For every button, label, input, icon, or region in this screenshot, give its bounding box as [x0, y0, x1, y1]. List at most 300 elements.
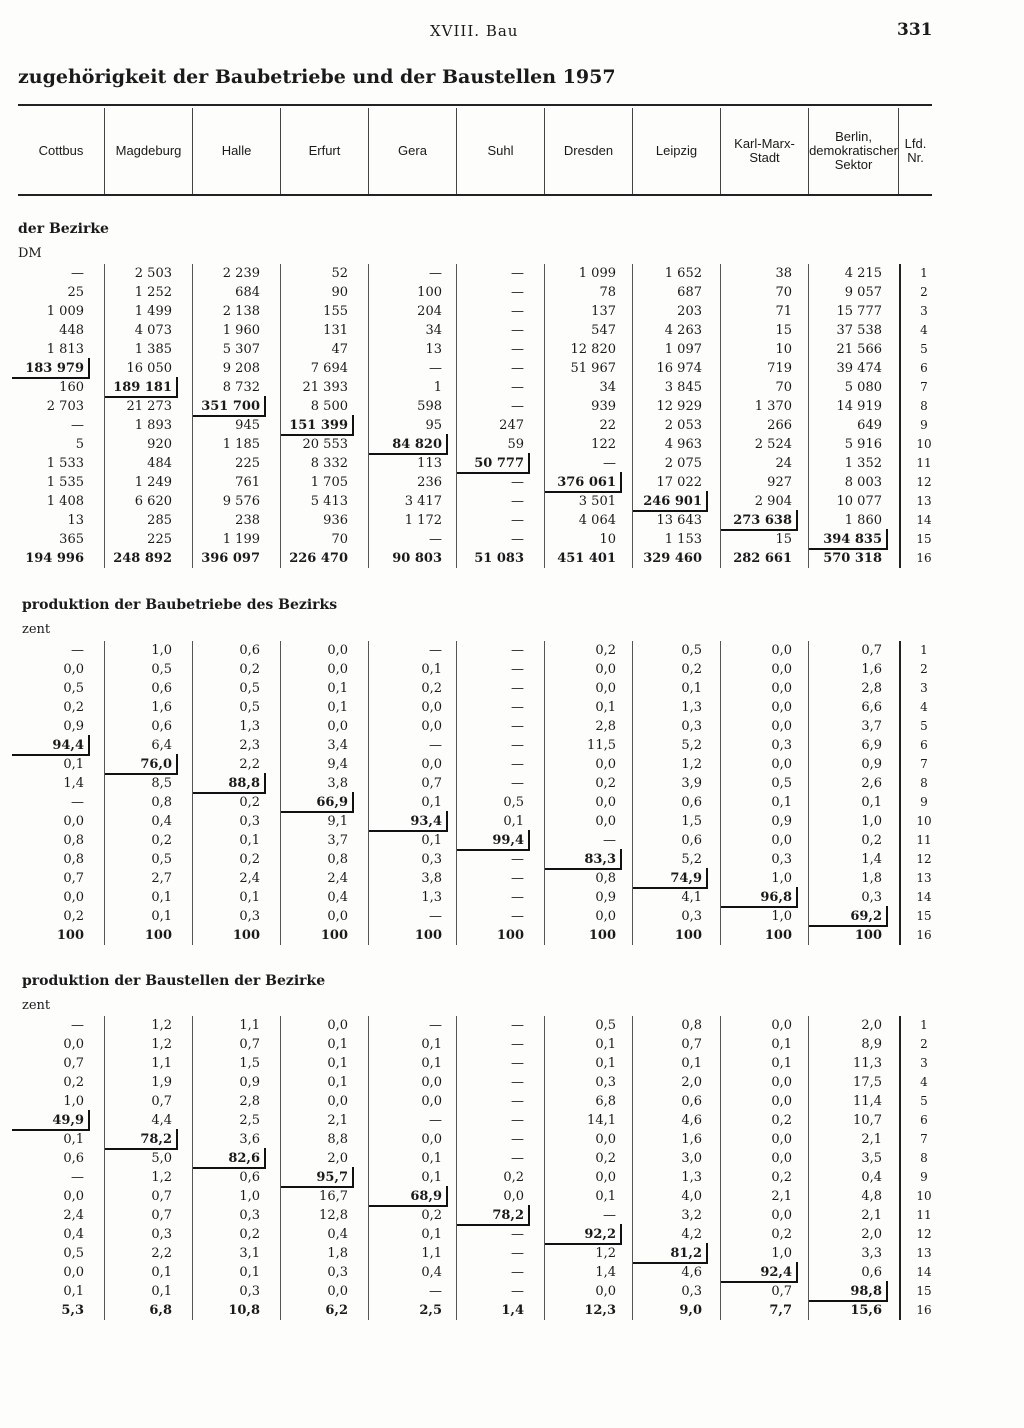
row-number: 4: [920, 1075, 928, 1089]
cell-halle: 238: [235, 513, 260, 528]
cell-halle: 0,2: [239, 795, 260, 810]
cell-gera: 204: [417, 304, 442, 319]
cell-erfurt: 0,1: [327, 1075, 348, 1090]
row-number: 3: [920, 304, 928, 318]
cell-suhl: —: [511, 700, 524, 715]
cell-magdeburg: 484: [147, 456, 172, 471]
cell-cottbus: 0,1: [63, 757, 84, 772]
table-row: [0, 907, 1024, 926]
cell-suhl: —: [511, 1075, 524, 1090]
cell-leipzig: 3,0: [681, 1151, 702, 1166]
cell-dresden: 83,3: [550, 850, 620, 869]
table-row: [0, 1073, 1024, 1092]
column-divider: [368, 264, 369, 568]
cell-karl-marx-stadt: 70: [775, 380, 792, 395]
cell-magdeburg: 0,6: [151, 719, 172, 734]
row-number: 15: [916, 1284, 932, 1298]
cell-karl-marx-stadt: 0,0: [771, 1094, 792, 1109]
cell-cottbus: 1,0: [63, 1094, 84, 1109]
cell-berlin: 0,3: [861, 890, 882, 905]
cell-leipzig: 16 974: [656, 361, 702, 376]
cell-halle: 1 185: [222, 437, 260, 452]
cell-dresden: 78: [599, 285, 616, 300]
table-row: [0, 660, 1024, 679]
cell-gera: 100: [414, 928, 442, 943]
cell-magdeburg: 0,7: [151, 1189, 172, 1204]
cell-cottbus: 0,2: [63, 1075, 84, 1090]
cell-suhl: 1,4: [501, 1303, 524, 1318]
row-number: 15: [916, 532, 932, 546]
row-number: 10: [916, 814, 932, 828]
row-number: 16: [916, 928, 932, 942]
cell-berlin: 0,9: [861, 757, 882, 772]
cell-cottbus: 0,0: [63, 1189, 84, 1204]
cell-berlin: 0,2: [861, 833, 882, 848]
cell-gera: 0,1: [421, 1227, 442, 1242]
cell-gera: 1,3: [421, 890, 442, 905]
cell-halle: 0,6: [239, 1170, 260, 1185]
column-divider: [456, 264, 457, 568]
cell-leipzig: 1 153: [664, 532, 702, 547]
cell-halle: 5 307: [222, 342, 260, 357]
cell-gera: 13: [425, 342, 442, 357]
column-divider: [544, 264, 545, 568]
cell-karl-marx-stadt: 0,2: [771, 1170, 792, 1185]
cell-leipzig: 4,1: [681, 890, 702, 905]
cell-gera: 1,1: [421, 1246, 442, 1261]
cell-erfurt: 0,1: [327, 681, 348, 696]
row-number: 12: [916, 852, 932, 866]
cell-karl-marx-stadt: 0,0: [771, 1132, 792, 1147]
column-divider: [808, 1016, 809, 1320]
cell-magdeburg: 0,8: [151, 795, 172, 810]
cell-magdeburg: 0,1: [151, 1284, 172, 1299]
cell-halle: 8 732: [222, 380, 260, 395]
col-header-magdeburg: Magdeburg: [104, 108, 192, 194]
cell-halle: 1,0: [239, 1189, 260, 1204]
row-number: 6: [920, 738, 928, 752]
cell-erfurt: 2,4: [327, 871, 348, 886]
cell-dresden: 451 401: [557, 551, 616, 566]
cell-berlin: 0,1: [861, 795, 882, 810]
column-divider: [192, 1016, 193, 1320]
cell-dresden: 376 061: [550, 473, 620, 492]
cell-magdeburg: 2 503: [134, 266, 172, 281]
cell-berlin: 39 474: [836, 361, 882, 376]
table-row: [0, 511, 1024, 530]
cell-gera: 0,0: [421, 1094, 442, 1109]
cell-gera: 0,7: [421, 776, 442, 791]
cell-cottbus: 1 535: [46, 475, 84, 490]
cell-erfurt: 0,1: [327, 700, 348, 715]
col-header-lfd-nr: Lfd. Nr.: [898, 108, 932, 194]
cell-berlin: 0,6: [861, 1265, 882, 1280]
section-title-baubetriebe: produktion der Baubetriebe des Bezirks: [22, 597, 338, 613]
cell-erfurt: 6,2: [325, 1303, 348, 1318]
cell-dresden: 0,0: [595, 795, 616, 810]
cell-erfurt: 2,0: [327, 1151, 348, 1166]
cell-suhl: —: [511, 1265, 524, 1280]
cell-berlin: 2,0: [861, 1227, 882, 1242]
row-number: 9: [920, 1170, 928, 1184]
column-divider: [280, 1016, 281, 1320]
cell-leipzig: 0,7: [681, 1037, 702, 1052]
cell-cottbus: 2,4: [63, 1208, 84, 1223]
cell-cottbus: 94,4: [18, 736, 88, 755]
cell-suhl: —: [511, 643, 524, 658]
cell-berlin: 11,4: [853, 1094, 882, 1109]
cell-dresden: 14,1: [587, 1113, 616, 1128]
cell-gera: —: [429, 1018, 442, 1033]
column-divider: [456, 1016, 457, 1320]
column-divider: [632, 264, 633, 568]
cell-erfurt: 16,7: [319, 1189, 348, 1204]
cell-gera: 0,0: [421, 1075, 442, 1090]
cell-karl-marx-stadt: 0,1: [771, 1056, 792, 1071]
cell-erfurt: 0,0: [327, 662, 348, 677]
cell-leipzig: 4 963: [664, 437, 702, 452]
cell-halle: 9 208: [222, 361, 260, 376]
cell-berlin: 10 077: [836, 494, 882, 509]
cell-karl-marx-stadt: 0,3: [771, 852, 792, 867]
cell-erfurt: 0,0: [327, 909, 348, 924]
cell-halle: 396 097: [201, 551, 260, 566]
cell-gera: —: [429, 532, 442, 547]
cell-gera: —: [429, 1113, 442, 1128]
row-number: 9: [920, 795, 928, 809]
total-row: [0, 549, 1024, 568]
cell-halle: 2,3: [239, 738, 260, 753]
cell-cottbus: 0,6: [63, 1151, 84, 1166]
cell-leipzig: 0,2: [681, 662, 702, 677]
page-header: [0, 20, 1024, 44]
cell-leipzig: 0,3: [681, 1284, 702, 1299]
cell-erfurt: 8 500: [310, 399, 348, 414]
cell-dresden: 0,9: [595, 890, 616, 905]
row-number: 2: [920, 1037, 928, 1051]
cell-cottbus: 0,1: [63, 1284, 84, 1299]
column-divider: [368, 641, 369, 945]
cell-dresden: 2,8: [595, 719, 616, 734]
cell-magdeburg: 0,1: [151, 1265, 172, 1280]
cell-karl-marx-stadt: 0,1: [771, 795, 792, 810]
cell-erfurt: 8 332: [310, 456, 348, 471]
cell-gera: 68,9: [374, 1187, 446, 1206]
row-number: 10: [916, 437, 932, 451]
cell-erfurt: 0,0: [327, 1094, 348, 1109]
cell-magdeburg: 1 893: [134, 418, 172, 433]
cell-magdeburg: 1,1: [151, 1056, 172, 1071]
cell-halle: 0,1: [239, 833, 260, 848]
cell-leipzig: 4,0: [681, 1189, 702, 1204]
table-row: [0, 717, 1024, 736]
cell-magdeburg: 0,4: [151, 814, 172, 829]
cell-erfurt: 5 413: [310, 494, 348, 509]
cell-leipzig: 1,2: [681, 757, 702, 772]
table-row: [0, 359, 1024, 378]
cell-dresden: 0,1: [595, 1056, 616, 1071]
cell-gera: 0,1: [421, 833, 442, 848]
cell-erfurt: 12,8: [319, 1208, 348, 1223]
cell-gera: 0,1: [421, 795, 442, 810]
table-row: [0, 774, 1024, 793]
cell-suhl: 247: [499, 418, 524, 433]
cell-cottbus: 0,5: [63, 1246, 84, 1261]
cell-gera: 0,0: [421, 757, 442, 772]
cell-leipzig: 3,2: [681, 1208, 702, 1223]
cell-leipzig: 5,2: [681, 852, 702, 867]
table-row: [0, 1225, 1024, 1244]
cell-erfurt: 155: [323, 304, 348, 319]
cell-leipzig: 81,2: [638, 1244, 706, 1263]
cell-leipzig: 203: [677, 304, 702, 319]
cell-dresden: 0,0: [595, 662, 616, 677]
cell-berlin: 1 352: [844, 456, 882, 471]
column-divider: [368, 1016, 369, 1320]
cell-halle: 0,3: [239, 909, 260, 924]
table-row: [0, 1244, 1024, 1263]
cell-erfurt: 100: [320, 928, 348, 943]
cell-cottbus: 1,4: [63, 776, 84, 791]
cell-berlin: 2,6: [861, 776, 882, 791]
column-divider: [808, 264, 809, 568]
row-number: 2: [920, 662, 928, 676]
cell-gera: 0,1: [421, 662, 442, 677]
cell-berlin: 2,8: [861, 681, 882, 696]
row-number: 7: [920, 380, 928, 394]
cell-karl-marx-stadt: 1,0: [771, 909, 792, 924]
row-number: 12: [916, 475, 932, 489]
cell-dresden: 1,4: [595, 1265, 616, 1280]
cell-berlin: 8 003: [844, 475, 882, 490]
cell-magdeburg: 2,7: [151, 871, 172, 886]
table-row: [0, 340, 1024, 359]
cell-halle: 0,1: [239, 1265, 260, 1280]
cell-halle: 0,2: [239, 662, 260, 677]
cell-gera: 3 417: [404, 494, 442, 509]
cell-karl-marx-stadt: 100: [764, 928, 792, 943]
cell-halle: 0,3: [239, 814, 260, 829]
cell-gera: 0,1: [421, 1170, 442, 1185]
cell-suhl: 0,0: [503, 1189, 524, 1204]
cell-erfurt: 2,1: [327, 1113, 348, 1128]
cell-karl-marx-stadt: 2,1: [771, 1189, 792, 1204]
cell-suhl: —: [511, 1151, 524, 1166]
cell-berlin: 8,9: [861, 1037, 882, 1052]
cell-halle: 2,5: [239, 1113, 260, 1128]
cell-cottbus: 1 009: [46, 304, 84, 319]
cell-cottbus: 25: [67, 285, 84, 300]
col-header-dresden: Dresden: [544, 108, 632, 194]
row-number: 4: [920, 700, 928, 714]
table-row: [0, 1168, 1024, 1187]
row-number: 8: [920, 776, 928, 790]
cell-dresden: 11,5: [587, 738, 616, 753]
cell-gera: —: [429, 909, 442, 924]
cell-berlin: 4 215: [844, 266, 882, 281]
cell-leipzig: 74,9: [638, 869, 706, 888]
cell-magdeburg: 21 273: [126, 399, 172, 414]
cell-gera: —: [429, 643, 442, 658]
cell-karl-marx-stadt: 15: [775, 323, 792, 338]
table-row: [0, 736, 1024, 755]
cell-leipzig: 1,3: [681, 1170, 702, 1185]
cell-magdeburg: 225: [147, 532, 172, 547]
cell-erfurt: 226 470: [289, 551, 348, 566]
cell-erfurt: 20 553: [302, 437, 348, 452]
cell-magdeburg: 6,4: [151, 738, 172, 753]
cell-karl-marx-stadt: 24: [775, 456, 792, 471]
header-top-rule: [18, 104, 932, 106]
cell-dresden: 10: [599, 532, 616, 547]
col-header-cottbus: Cottbus: [38, 143, 84, 158]
table-row: [0, 1054, 1024, 1073]
cell-berlin: 21 566: [836, 342, 882, 357]
cell-berlin: 2,1: [861, 1208, 882, 1223]
cell-halle: 88,8: [198, 774, 264, 793]
cell-cottbus: 194 996: [25, 551, 84, 566]
cell-leipzig: 2,0: [681, 1075, 702, 1090]
cell-dresden: 12 820: [570, 342, 616, 357]
cell-karl-marx-stadt: 2 904: [754, 494, 792, 509]
row-number: 2: [920, 285, 928, 299]
cell-karl-marx-stadt: 0,0: [771, 643, 792, 658]
table-row: [0, 378, 1024, 397]
cell-halle: 0,9: [239, 1075, 260, 1090]
cell-leipzig: 3 845: [664, 380, 702, 395]
cell-cottbus: 5,3: [61, 1303, 84, 1318]
cell-magdeburg: 4,4: [151, 1113, 172, 1128]
cell-karl-marx-stadt: 0,0: [771, 719, 792, 734]
cell-gera: —: [429, 266, 442, 281]
cell-erfurt: 151 399: [286, 416, 352, 435]
cell-cottbus: 0,9: [63, 719, 84, 734]
cell-karl-marx-stadt: 1,0: [771, 871, 792, 886]
cell-magdeburg: 1,9: [151, 1075, 172, 1090]
cell-halle: 225: [235, 456, 260, 471]
cell-gera: 1: [433, 380, 442, 395]
cell-leipzig: 0,6: [681, 833, 702, 848]
table-row: [0, 530, 1024, 549]
col-header-gera: Gera: [368, 108, 456, 194]
table-row: [0, 831, 1024, 850]
cell-berlin: 5 916: [844, 437, 882, 452]
cell-magdeburg: 1 252: [134, 285, 172, 300]
cell-gera: 93,4: [374, 812, 446, 831]
cell-suhl: —: [511, 1018, 524, 1033]
cell-karl-marx-stadt: 0,3: [771, 738, 792, 753]
cell-suhl: —: [511, 1113, 524, 1128]
cell-karl-marx-stadt: 96,8: [726, 888, 796, 907]
row-number: 12: [916, 1227, 932, 1241]
cell-suhl: —: [511, 662, 524, 677]
cell-magdeburg: 0,7: [151, 1094, 172, 1109]
cell-erfurt: 0,0: [327, 719, 348, 734]
table-row: [0, 869, 1024, 888]
row-number: 3: [920, 1056, 928, 1070]
cell-dresden: 939: [591, 399, 616, 414]
cell-karl-marx-stadt: 0,2: [771, 1113, 792, 1128]
row-number: 10: [916, 1189, 932, 1203]
cell-dresden: 0,5: [595, 1018, 616, 1033]
cell-erfurt: 0,1: [327, 1056, 348, 1071]
cell-magdeburg: 76,0: [110, 755, 176, 774]
row-number: 5: [920, 1094, 928, 1108]
cell-gera: 2,5: [419, 1303, 442, 1318]
cell-karl-marx-stadt: 0,1: [771, 1037, 792, 1052]
cell-halle: 10,8: [228, 1303, 260, 1318]
cell-dresden: —: [603, 833, 616, 848]
column-divider: [456, 641, 457, 945]
cell-leipzig: 2 075: [664, 456, 702, 471]
section-unit-percent-1: zent: [22, 622, 51, 637]
cell-cottbus: 100: [56, 928, 84, 943]
cell-halle: 9 576: [222, 494, 260, 509]
cell-gera: 0,0: [421, 1132, 442, 1147]
cell-cottbus: 0,5: [63, 681, 84, 696]
cell-cottbus: —: [71, 1170, 84, 1185]
cell-erfurt: 3,4: [327, 738, 348, 753]
cell-gera: 113: [417, 456, 442, 471]
column-divider: [632, 641, 633, 945]
cell-erfurt: 1,8: [327, 1246, 348, 1261]
cell-cottbus: —: [71, 795, 84, 810]
cell-suhl: 78,2: [462, 1206, 528, 1225]
cell-suhl: —: [511, 380, 524, 395]
col-header-erfurt: Erfurt: [280, 108, 368, 194]
cell-leipzig: 0,3: [681, 909, 702, 924]
column-divider: [104, 1016, 105, 1320]
cell-halle: 2,2: [239, 757, 260, 772]
cell-gera: 0,2: [421, 681, 442, 696]
row-number: 6: [920, 1113, 928, 1127]
cell-magdeburg: 1 385: [134, 342, 172, 357]
cell-suhl: —: [511, 1246, 524, 1261]
cell-erfurt: 8,8: [327, 1132, 348, 1147]
cell-berlin: 11,3: [853, 1056, 882, 1071]
cell-suhl: —: [511, 757, 524, 772]
cell-suhl: —: [511, 361, 524, 376]
cell-cottbus: 0,1: [63, 1132, 84, 1147]
cell-erfurt: 9,4: [327, 757, 348, 772]
cell-suhl: 0,1: [503, 814, 524, 829]
table-row: [0, 283, 1024, 302]
cell-berlin: 0,4: [861, 1170, 882, 1185]
column-divider: [632, 1016, 633, 1320]
cell-karl-marx-stadt: 0,9: [771, 814, 792, 829]
cell-erfurt: 3,7: [327, 833, 348, 848]
col-header-berlin: Berlin, demokratischer Sektor: [808, 108, 898, 194]
column-divider: [280, 264, 281, 568]
total-row: [0, 926, 1024, 945]
cell-magdeburg: 0,1: [151, 890, 172, 905]
cell-magdeburg: 1,2: [151, 1037, 172, 1052]
cell-leipzig: 100: [674, 928, 702, 943]
table-row: [0, 1111, 1024, 1130]
cell-gera: 0,4: [421, 1265, 442, 1280]
cell-berlin: 6,6: [861, 700, 882, 715]
cell-suhl: —: [511, 1284, 524, 1299]
cell-magdeburg: 1,0: [151, 643, 172, 658]
cell-berlin: 3,3: [861, 1246, 882, 1261]
cell-karl-marx-stadt: 10: [775, 342, 792, 357]
cell-suhl: —: [511, 323, 524, 338]
cell-karl-marx-stadt: 71: [775, 304, 792, 319]
cell-dresden: 34: [599, 380, 616, 395]
cell-berlin: 9 057: [844, 285, 882, 300]
column-divider: [720, 264, 721, 568]
cell-erfurt: 95,7: [286, 1168, 352, 1187]
